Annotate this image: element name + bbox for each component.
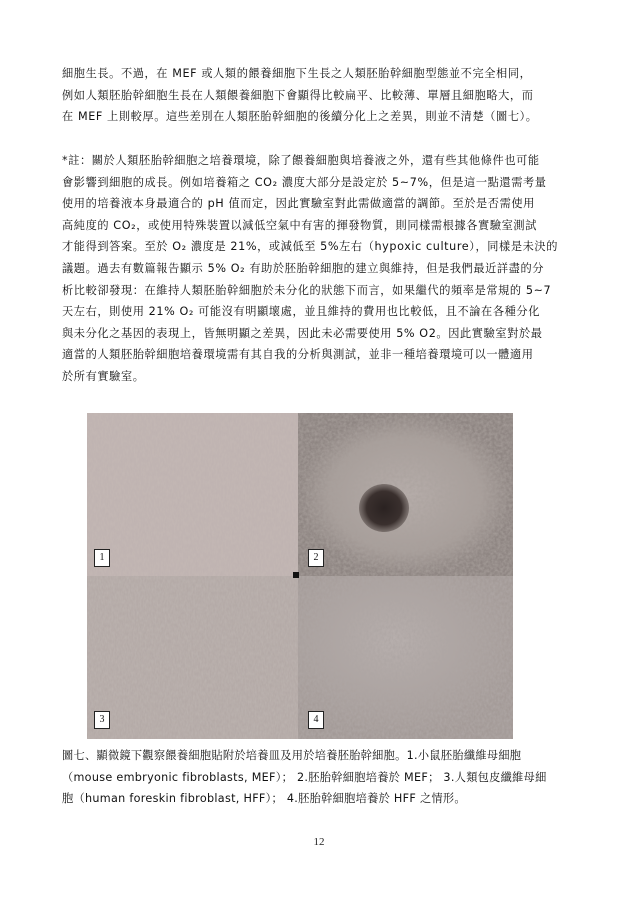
micrograph-panel-mef	[87, 413, 298, 576]
text-line: 適當的人類胚胎幹細胞培養環境需有其自我的分析與測試，並非一種培養環境可以一體適用	[62, 348, 534, 362]
caption-line: 胞（human foreskin fibroblast, HFF）； 4.胚胎幹細胞培養於 HFF 之情形。	[62, 792, 466, 805]
text-line: 高純度的 CO₂，或使用特殊裝置以減低空氣中有害的揮發物質，則同樣需根據各實驗室測試	[62, 218, 537, 232]
text-line: 議題。過去有數篇報告顯示 5% O₂ 有助於胚胎幹細胞的建立與維持，但是我們最近詳盡的分	[62, 261, 545, 275]
text-line: *註：關於人類胚胎幹細胞之培養環境，除了餵養細胞與培養液之外，還有些其他條件也可能	[62, 154, 540, 167]
panel-label: 1	[94, 549, 110, 567]
text-line: 使用的培養液本身最適合的 pH 值而定，因此實驗室對此需做適當的調節。至於是否需使用	[62, 197, 535, 211]
micrograph-panel-hff	[87, 576, 298, 739]
text-line: 才能得到答案。至於 O₂ 濃度是 21%，或減低至 5%左右（hypoxic culture），同樣是未決的	[62, 240, 558, 254]
text-line: 在 MEF 上則較厚。這些差別在人類胚胎幹細胞的後續分化上之差異，則並不清楚（圖七）。	[62, 110, 538, 124]
micrograph-esc-on-hff-image	[298, 576, 513, 739]
figure-caption	[62, 745, 587, 810]
paragraph-culture-note	[62, 150, 582, 388]
text-line: 例如人類胚胎幹細胞生長在人類餵養細胞下會顯得比較扁平、比較薄、單層且細胞略大，而	[62, 88, 534, 102]
panel-label: 2	[308, 549, 324, 567]
panel-label: 4	[308, 711, 324, 729]
text-line: 細胞生長。不過，在 MEF 或人類的餵養細胞下生長之人類胚胎幹細胞型態並不完全相同，	[62, 67, 532, 80]
caption-line: 圖七、顯微鏡下觀察餵養細胞貼附於培養皿及用於培養胚胎幹細胞。1.小鼠胚胎纖維母細胞	[62, 749, 522, 762]
micrograph-figure	[87, 413, 513, 739]
micrograph-hff-image	[87, 576, 298, 739]
paragraph-feeder-morphology	[62, 63, 582, 128]
page-number: 12	[313, 836, 325, 848]
panel-label: 3	[94, 711, 110, 729]
text-line: 會影響到細胞的成長。例如培養箱之 CO₂ 濃度大部分是設定於 5~7%，但是這一點還需考量	[62, 175, 547, 189]
text-line: 於所有實驗室。	[62, 369, 145, 383]
text-line: 與未分化之基因的表現上，皆無明顯之差異，因此未必需要使用 5% O2。因此實驗室對於最	[62, 326, 543, 340]
text-line: 天左右，則使用 21% O₂ 可能沒有明顯壞處，並且維持的費用也比較低，且不論在各種分化	[62, 305, 540, 319]
caption-line: （mouse embryonic fibroblasts, MEF）； 2.胚胎幹細胞培養於 MEF； 3.人類包皮纖維母細	[62, 770, 547, 784]
micrograph-mef-image	[87, 413, 298, 576]
micrograph-esc-on-mef-image	[298, 413, 513, 576]
micrograph-panel-esc-on-mef	[298, 413, 513, 576]
micrograph-panel-esc-on-hff	[298, 576, 513, 739]
panel-corner-marker	[293, 572, 299, 578]
text-line: 析比較卻發現：在維持人類胚胎幹細胞於未分化的狀態下而言，如果繼代的頻率是常規的 5~7	[62, 283, 552, 297]
